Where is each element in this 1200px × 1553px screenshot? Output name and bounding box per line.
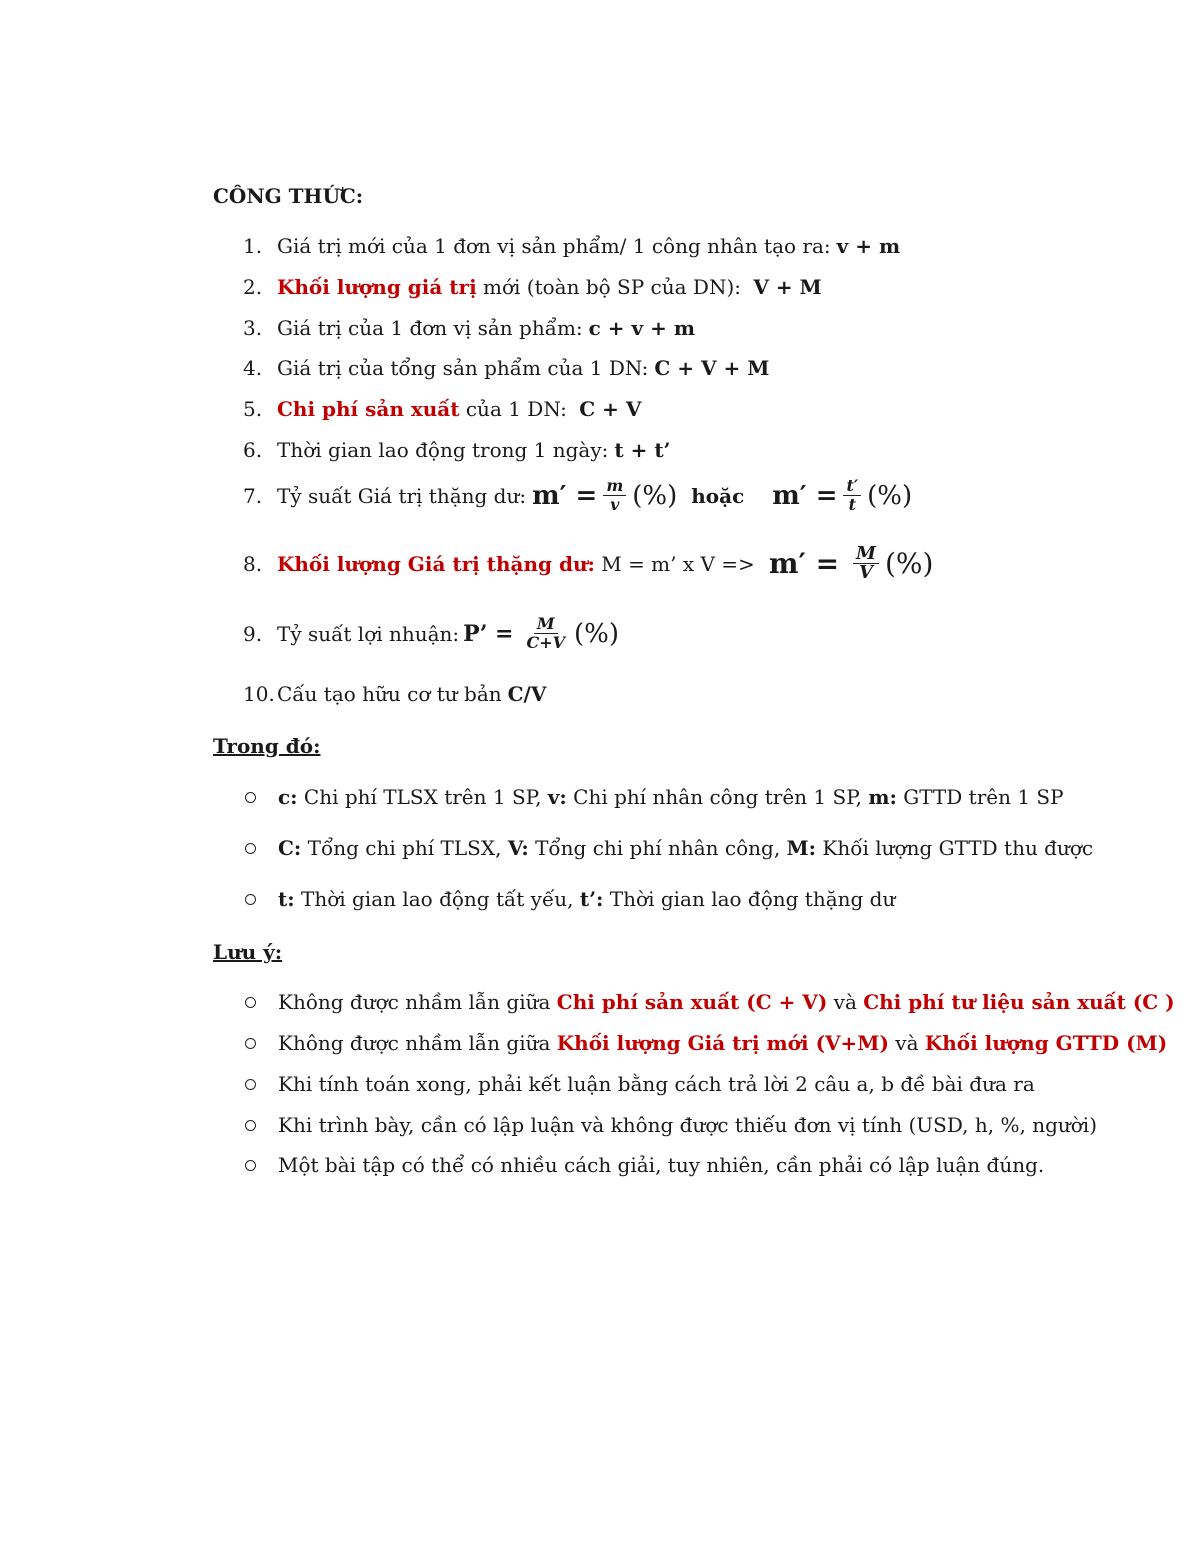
formula-2 — [243, 275, 822, 299]
bullet-circle-icon — [245, 1120, 256, 1131]
symbol-desc: Thời gian lao động thặng dư — [603, 887, 896, 911]
symbol-desc: Chi phí nhân công trên 1 SP, — [566, 785, 869, 809]
formula-text: Tỷ suất Giá trị thặng dư: — [277, 483, 527, 508]
note-1 — [245, 990, 1175, 1014]
symbol-key: C: — [278, 836, 302, 860]
formula-expression: t + t’ — [614, 438, 671, 462]
formula-expression: C + V + M — [654, 356, 770, 380]
symbol-desc: Thời gian lao động tất yếu, — [294, 887, 580, 911]
symbol-key: v: — [547, 785, 567, 809]
formula-expression: V + M — [753, 275, 822, 299]
formula-lhs: m′ = — [768, 547, 840, 580]
formula-8 — [243, 545, 933, 582]
formula-text: Giá trị mới của 1 đơn vị sản phẩm/ 1 công nhân tạo ra: — [277, 234, 831, 258]
where-bullet-3 — [245, 887, 895, 911]
fraction — [853, 545, 879, 582]
formula-text: Tỷ suất lợi nhuận: — [277, 621, 460, 646]
fraction-2 — [843, 477, 861, 514]
formula-7 — [243, 477, 912, 514]
symbol-desc: Tổng chi phí nhân công, — [528, 836, 787, 860]
highlight-term: Khối lượng Giá trị thặng dư: — [277, 551, 595, 576]
symbol-desc: Chi phí TLSX trên 1 SP, — [297, 785, 548, 809]
formula-expression: c + v + m — [588, 316, 695, 340]
percent-unit: (%) — [574, 618, 620, 649]
formula-text: Cấu tạo hữu cơ tư bản — [277, 682, 502, 706]
note-5 — [245, 1153, 1044, 1177]
numerator: m — [603, 477, 626, 496]
note-highlight: Khối lượng Giá trị mới (V+M) — [556, 1031, 889, 1055]
symbol-desc: Khối lượng GTTD thu được — [816, 836, 1094, 860]
item-number: 4. — [243, 356, 263, 380]
formula-text: M = m’ x V => — [594, 551, 755, 576]
numerator: M — [534, 615, 558, 634]
note-2 — [245, 1031, 1167, 1055]
notes-heading: Lưu ý: — [213, 940, 283, 964]
item-number: 2. — [243, 275, 263, 299]
formula-expression: C + V — [579, 397, 642, 421]
numerator: t′ — [843, 477, 861, 496]
note-text: Khi trình bày, cần có lập luận và không được thiếu đơn vị tính (USD, h, %, người) — [278, 1113, 1097, 1137]
formula-9 — [243, 615, 619, 652]
formula-4 — [243, 356, 769, 380]
note-highlight: Khối lượng GTTD (M) — [924, 1031, 1168, 1055]
formula-text: Thời gian lao động trong 1 ngày: — [277, 438, 609, 462]
symbol-key: V: — [507, 836, 529, 860]
symbol-key: t: — [278, 887, 295, 911]
formula-1 — [243, 234, 900, 258]
percent-unit: (%) — [867, 480, 913, 511]
formula-6 — [243, 438, 671, 462]
symbol-key: M: — [786, 836, 817, 860]
bullet-circle-icon — [245, 1160, 256, 1171]
item-number: 10. — [243, 682, 275, 706]
fraction — [523, 615, 568, 652]
symbol-key: m: — [868, 785, 897, 809]
bullet-circle-icon — [245, 1038, 256, 1049]
note-4 — [245, 1113, 1097, 1137]
item-number: 6. — [243, 438, 263, 462]
formula-expression: C/V — [507, 682, 547, 706]
denominator: v — [610, 495, 620, 514]
or-word: hoặc — [691, 483, 745, 508]
note-text: Không được nhầm lẫn giữa — [278, 990, 557, 1014]
bullet-circle-icon — [245, 1079, 256, 1090]
formula-5 — [243, 397, 641, 421]
note-text: Một bài tập có thể có nhiều cách giải, tuy nhiên, cần phải có lập luận đúng. — [278, 1153, 1045, 1177]
highlight-term: Chi phí sản xuất — [277, 397, 460, 421]
formula-expression: v + m — [836, 234, 901, 258]
where-heading: Trong đó: — [213, 734, 321, 758]
bullet-circle-icon — [245, 792, 256, 803]
formula-text: Giá trị của 1 đơn vị sản phẩm: — [277, 316, 583, 340]
bullet-circle-icon — [245, 997, 256, 1008]
note-highlight: Chi phí tư liệu sản xuất (C ) — [863, 990, 1175, 1014]
denominator: V — [859, 562, 873, 583]
bullet-circle-icon — [245, 894, 256, 905]
item-number: 1. — [243, 234, 263, 258]
note-text: và — [888, 1031, 925, 1055]
formula-lhs: P’ = — [463, 620, 514, 647]
item-number: 9. — [243, 621, 263, 646]
symbol-key: c: — [278, 785, 298, 809]
formula-text: Giá trị của tổng sản phẩm của 1 DN: — [277, 356, 649, 380]
formula-lhs-2: m′ = — [772, 480, 838, 511]
formula-text: của 1 DN: — [459, 397, 574, 421]
symbol-desc: Tổng chi phí TLSX, — [301, 836, 508, 860]
percent-unit: (%) — [884, 547, 934, 580]
formula-text: mới (toàn bộ SP của DN): — [476, 275, 748, 299]
note-text: và — [827, 990, 864, 1014]
note-3 — [245, 1072, 1035, 1096]
numerator: M — [853, 545, 879, 564]
highlight-term: Khối lượng giá trị — [277, 275, 477, 299]
item-number: 5. — [243, 397, 263, 421]
bullet-circle-icon — [245, 843, 256, 854]
symbol-desc: GTTD trên 1 SP — [896, 785, 1064, 809]
denominator: C+V — [526, 633, 566, 652]
fraction — [603, 477, 626, 514]
formula-lhs: m′ = — [532, 480, 598, 511]
note-text: Khi tính toán xong, phải kết luận bằng cách trả lời 2 câu a, b đề bài đưa ra — [278, 1072, 1035, 1096]
percent-unit: (%) — [632, 480, 678, 511]
item-number: 7. — [243, 483, 263, 508]
denominator: t — [848, 495, 856, 514]
item-number: 3. — [243, 316, 263, 340]
note-highlight: Chi phí sản xuất (C + V) — [556, 990, 828, 1014]
formula-3 — [243, 316, 695, 340]
item-number: 8. — [243, 551, 263, 576]
symbol-key: t’: — [579, 887, 604, 911]
formula-10 — [243, 682, 546, 706]
page-title: CÔNG THỨC: — [213, 184, 364, 208]
where-bullet-2 — [245, 836, 1093, 860]
note-text: Không được nhầm lẫn giữa — [278, 1031, 557, 1055]
where-bullet-1 — [245, 785, 1064, 809]
